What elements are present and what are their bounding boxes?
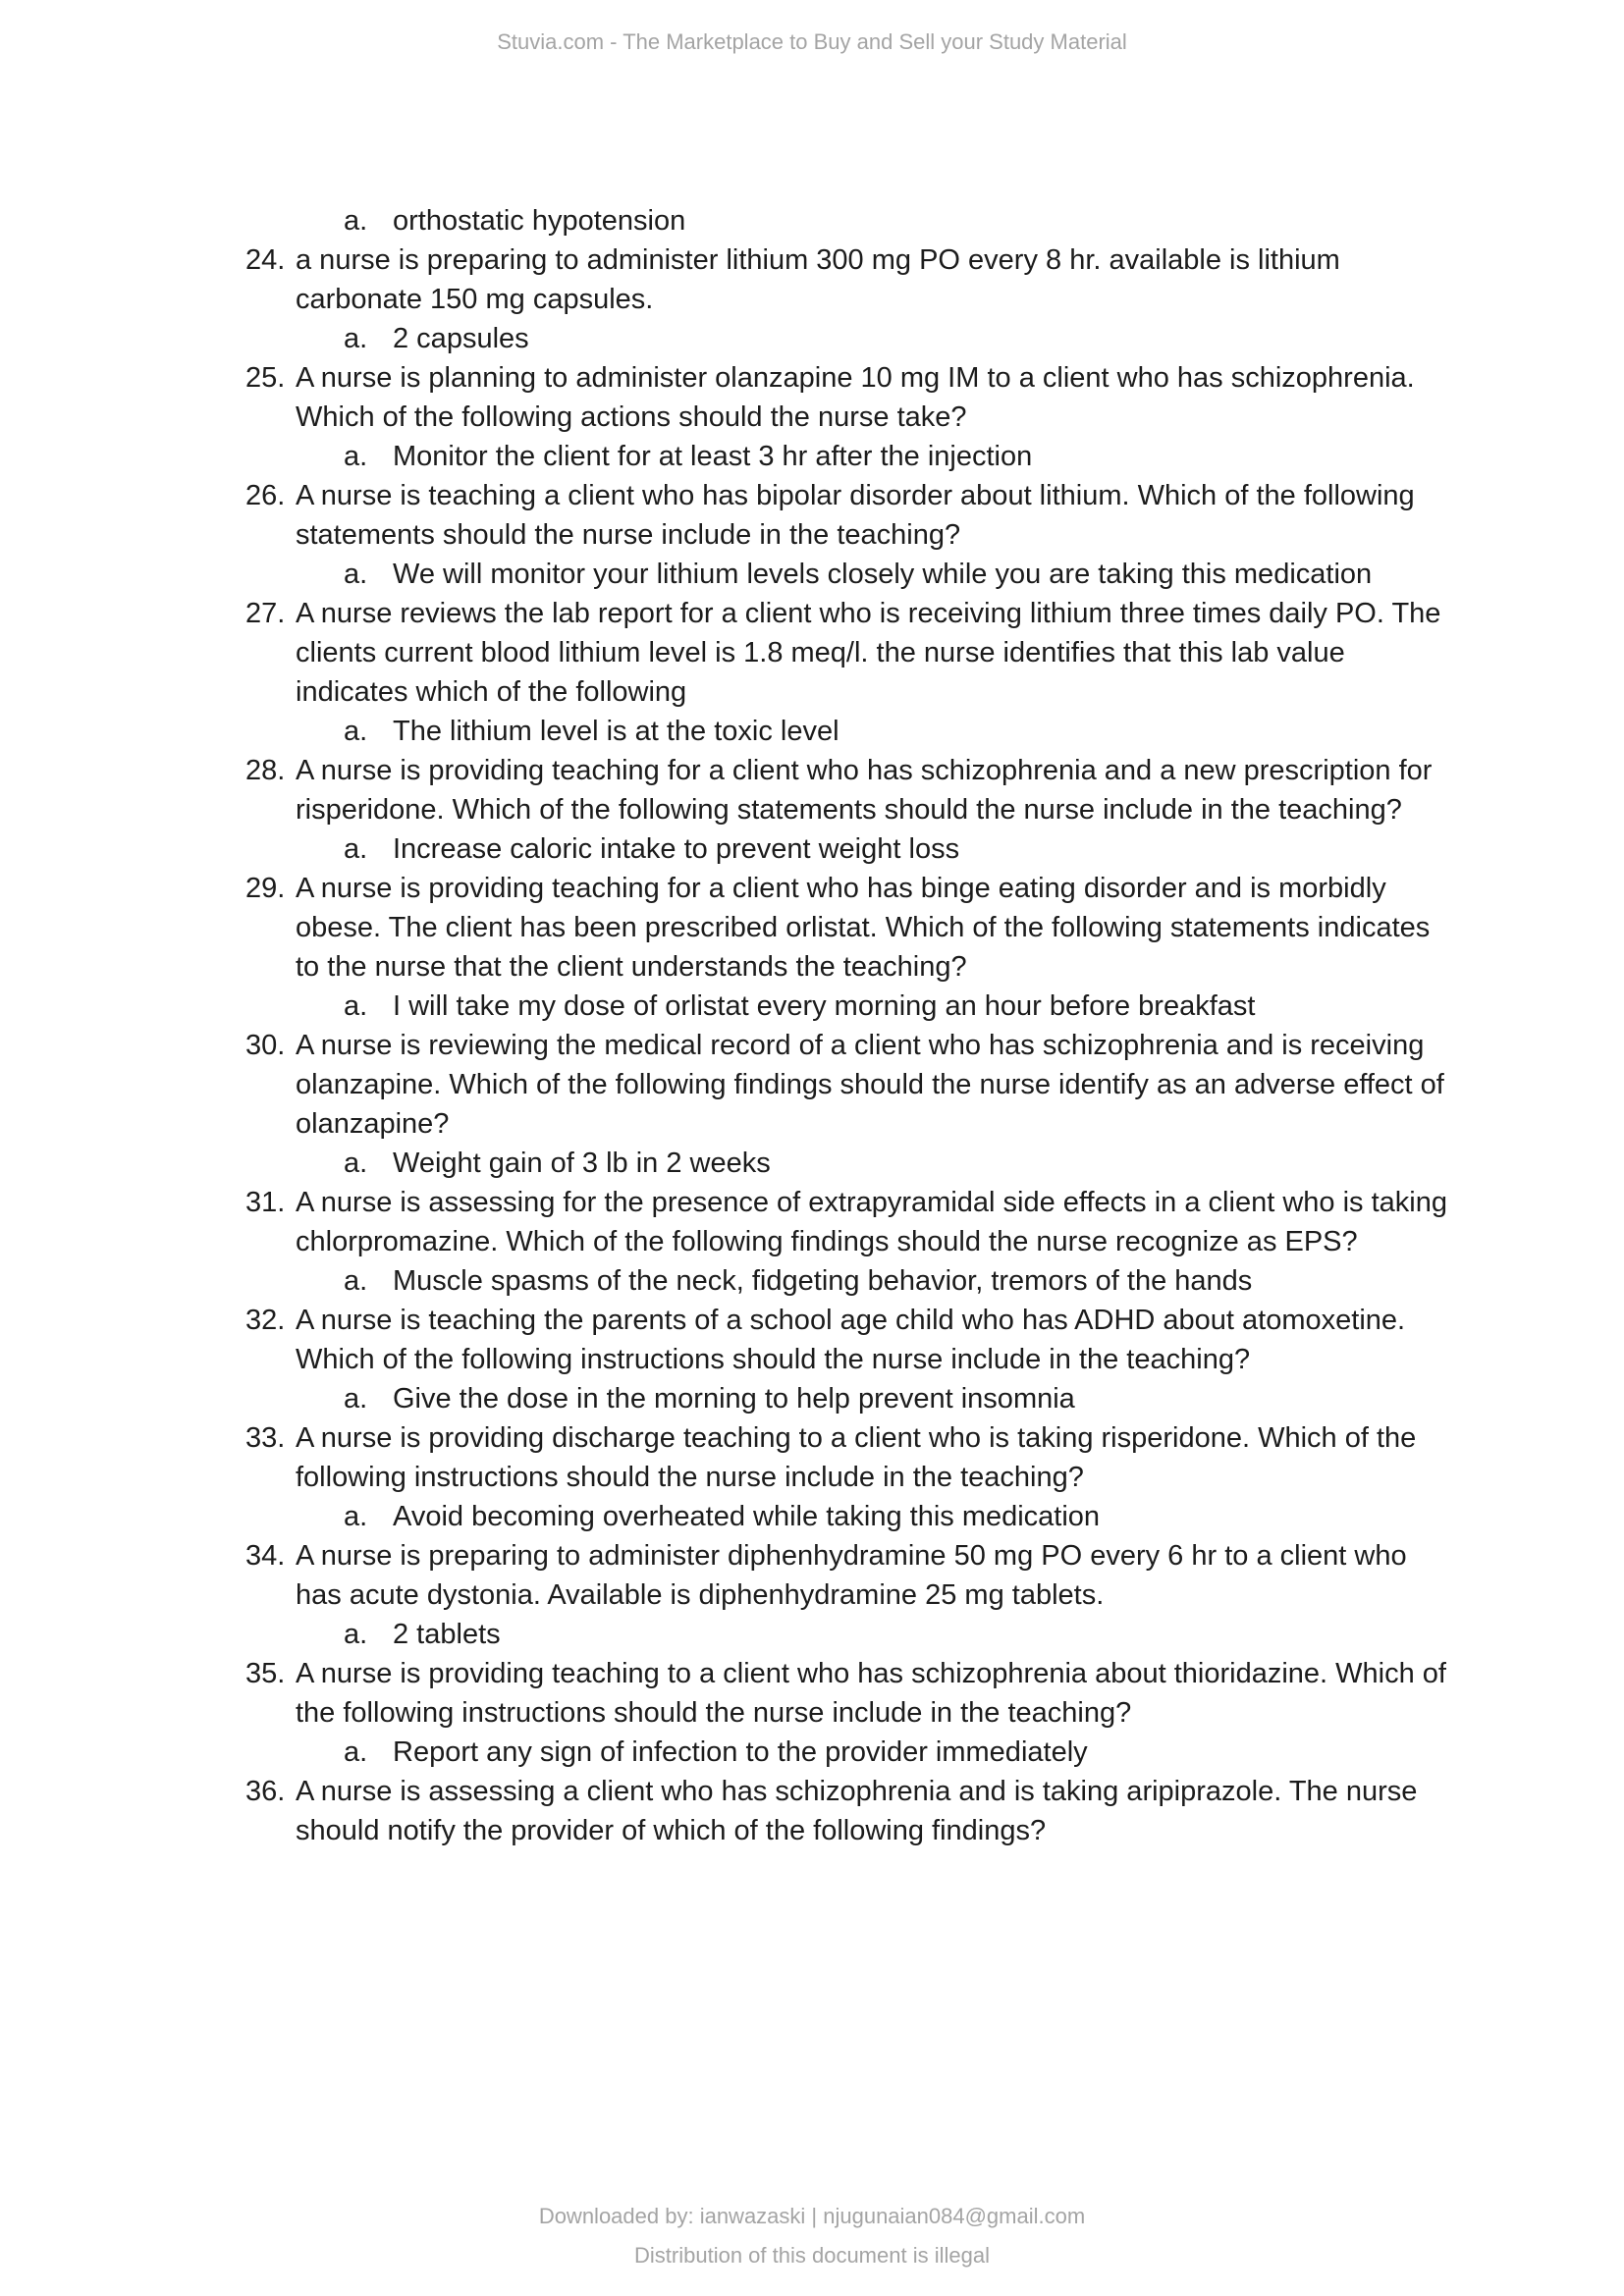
question-line: [245, 358, 1458, 437]
question-item: [245, 1183, 1458, 1301]
question-text: A nurse is assessing a client who has schizophrenia and is taking aripiprazole. The nurse should notify the provider of which of the following findings?: [296, 1776, 1418, 1846]
answer-line: [245, 1733, 1458, 1772]
question-text: A nurse is preparing to administer diphenhydramine 50 mg PO every 6 hr to a client who has acute dystonia. Available is diphenhydramine 25 mg tablets.: [296, 1540, 1407, 1611]
question-number: 29.: [245, 873, 286, 904]
answer-text: Report any sign of infection to the provider immediately: [393, 1736, 1088, 1768]
question-item: [245, 1536, 1458, 1654]
answer-text: I will take my dose of orlistat every morning an hour before breakfast: [393, 990, 1256, 1022]
answer-marker: a.: [344, 559, 368, 590]
question-item: [245, 1772, 1458, 1850]
answer-marker: a.: [344, 1619, 368, 1650]
answer-marker: a.: [344, 323, 368, 354]
orphan-answer-line: [245, 201, 1458, 240]
answer-line: [245, 555, 1458, 594]
answer-marker: a.: [344, 1736, 368, 1768]
question-item: [245, 476, 1458, 594]
question-number: 36.: [245, 1776, 286, 1807]
question-line: [245, 1536, 1458, 1615]
question-text: A nurse is teaching the parents of a school age child who has ADHD about atomoxetine. Which of the following instructions should the nurse include in the teaching?: [296, 1305, 1406, 1375]
question-text: A nurse is providing discharge teaching to a client who is taking risperidone. Which of the following instructions should the nurse include in the teaching?: [296, 1422, 1417, 1493]
question-item: [245, 1654, 1458, 1772]
question-line: [245, 1772, 1458, 1850]
question-number: 26.: [245, 480, 286, 511]
question-number: 30.: [245, 1030, 286, 1061]
question-line: [245, 1418, 1458, 1497]
question-text: A nurse is providing teaching to a client who has schizophrenia about thioridazine. Which of the following instructions should the nurse include in the teaching?: [296, 1658, 1446, 1729]
footer-downloaded-by: Downloaded by: ianwazaski | njugunaian084@gmail.com: [538, 2204, 1086, 2228]
answer-marker: a.: [344, 441, 368, 472]
question-line: [245, 1026, 1458, 1144]
answer-line: [245, 987, 1458, 1026]
answer-line: [245, 712, 1458, 751]
answer-text: We will monitor your lithium levels closely while you are taking this medication: [393, 559, 1373, 590]
question-text: A nurse is providing teaching for a client who has binge eating disorder and is morbidly obese. The client has been prescribed orlistat. Which of the following statements indicates to the nurse that the client understands the teaching?: [296, 873, 1431, 983]
answer-text: Avoid becoming overheated while taking this medication: [393, 1501, 1101, 1532]
question-item: [245, 358, 1458, 476]
answer-marker: a.: [344, 990, 368, 1022]
question-item: [245, 240, 1458, 358]
question-number: 25.: [245, 362, 286, 394]
question-line: [245, 869, 1458, 987]
question-line: [245, 1654, 1458, 1733]
answer-marker: a.: [344, 1501, 368, 1532]
question-text: A nurse is assessing for the presence of extrapyramidal side effects in a client who is taking chlorpromazine. Which of the following findings should the nurse recognize as EPS?: [296, 1187, 1447, 1257]
answer-marker: a.: [344, 205, 368, 237]
page-footer-watermark: [0, 2197, 1624, 2275]
answer-text: Give the dose in the morning to help prevent insomnia: [393, 1383, 1075, 1415]
question-text: a nurse is preparing to administer lithium 300 mg PO every 8 hr. available is lithium carbonate 150 mg capsules.: [296, 244, 1340, 315]
answer-text: 2 tablets: [393, 1619, 501, 1650]
answer-line: [245, 319, 1458, 358]
answer-text: Weight gain of 3 lb in 2 weeks: [393, 1148, 771, 1179]
question-item: [245, 751, 1458, 869]
question-line: [245, 751, 1458, 829]
answer-marker: a.: [344, 1383, 368, 1415]
question-number: 34.: [245, 1540, 286, 1572]
answer-text: orthostatic hypotension: [393, 205, 686, 237]
answer-text: Muscle spasms of the neck, fidgeting behavior, tremors of the hands: [393, 1265, 1253, 1297]
answer-line: [245, 1615, 1458, 1654]
question-number: 32.: [245, 1305, 286, 1336]
answer-line: [245, 1261, 1458, 1301]
question-number: 28.: [245, 755, 286, 786]
question-item: [245, 1418, 1458, 1536]
question-line: [245, 1183, 1458, 1261]
answer-line: [245, 1379, 1458, 1418]
answer-marker: a.: [344, 833, 368, 865]
question-number: 31.: [245, 1187, 286, 1218]
question-number: 35.: [245, 1658, 286, 1689]
question-item: [245, 1301, 1458, 1418]
answer-marker: a.: [344, 1265, 368, 1297]
question-text: A nurse is planning to administer olanzapine 10 mg IM to a client who has schizophrenia. Which of the following actions should the nurse take?: [296, 362, 1415, 433]
answer-text: Increase caloric intake to prevent weight loss: [393, 833, 960, 865]
question-line: [245, 1301, 1458, 1379]
footer-distribution-notice: Distribution of this document is illegal: [634, 2243, 990, 2268]
answer-line: [245, 1144, 1458, 1183]
answer-line: [245, 829, 1458, 869]
question-line: [245, 240, 1458, 319]
question-number: 27.: [245, 598, 286, 629]
question-list: [245, 201, 1458, 1850]
question-number: 33.: [245, 1422, 286, 1454]
question-line: [245, 594, 1458, 712]
answer-marker: a.: [344, 716, 368, 747]
answer-text: 2 capsules: [393, 323, 529, 354]
question-number: 24.: [245, 244, 286, 276]
question-text: A nurse reviews the lab report for a client who is receiving lithium three times daily PO. The clients current blood lithium level is 1.8 meq/l. the nurse identifies that this lab value indicates which of the following: [296, 598, 1441, 708]
question-line: [245, 476, 1458, 555]
question-text: A nurse is reviewing the medical record of a client who has schizophrenia and is receiving olanzapine. Which of the following findings should the nurse identify as an adverse effect of olanzapine?: [296, 1030, 1444, 1140]
page-header-watermark: Stuvia.com - The Marketplace to Buy and Sell your Study Material: [497, 29, 1127, 54]
question-text: A nurse is teaching a client who has bipolar disorder about lithium. Which of the following statements should the nurse include in the teaching?: [296, 480, 1415, 551]
answer-line: [245, 437, 1458, 476]
answer-text: Monitor the client for at least 3 hr after the injection: [393, 441, 1033, 472]
question-item: [245, 594, 1458, 751]
answer-text: The lithium level is at the toxic level: [393, 716, 839, 747]
question-item: [245, 869, 1458, 1026]
question-item: [245, 1026, 1458, 1183]
answer-marker: a.: [344, 1148, 368, 1179]
question-text: A nurse is providing teaching for a client who has schizophrenia and a new prescription for risperidone. Which of the following statements should the nurse include in the teaching?: [296, 755, 1433, 826]
answer-line: [245, 1497, 1458, 1536]
